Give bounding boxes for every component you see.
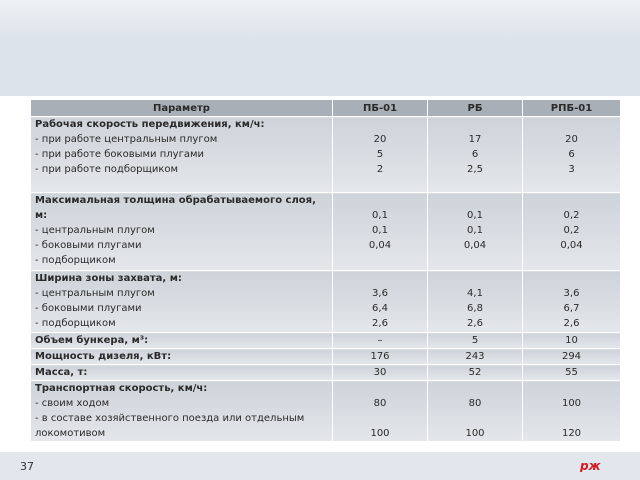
table-row bbox=[31, 333, 621, 349]
value-cell: 55 bbox=[523, 365, 621, 381]
item-label: - своим ходом bbox=[35, 398, 110, 409]
value: 120 bbox=[561, 428, 582, 439]
item-label: - в составе хозяйственного поезда или отдельным локомотивом bbox=[35, 413, 305, 439]
value: 2,6 bbox=[563, 318, 580, 329]
value: 17 bbox=[468, 134, 482, 145]
table-row bbox=[31, 193, 621, 271]
param-cell: Объем бункера, м³: bbox=[31, 333, 333, 349]
value-cell bbox=[428, 381, 523, 442]
item-label: - боковыми плугами bbox=[35, 240, 142, 251]
param-cell bbox=[31, 381, 333, 442]
value: 2 bbox=[376, 164, 384, 175]
value: 3,6 bbox=[563, 288, 580, 299]
table-row bbox=[31, 381, 621, 442]
title-band bbox=[0, 0, 640, 96]
param-cell: Масса, т: bbox=[31, 365, 333, 381]
value-cell: 294 bbox=[523, 349, 621, 365]
value: 0,1 bbox=[372, 210, 388, 221]
group-title: Максимальная толщина обрабатываемого слоя, м: bbox=[35, 195, 316, 221]
item-label: - боковыми плугами bbox=[35, 303, 142, 314]
value: 0,04 bbox=[560, 240, 583, 251]
header-rpb01: РПБ-01 bbox=[523, 100, 621, 117]
value: 100 bbox=[465, 428, 485, 439]
table-row bbox=[31, 117, 621, 193]
item-label: - подборщиком bbox=[35, 255, 116, 266]
value: 100 bbox=[370, 428, 390, 439]
value: 0,2 bbox=[563, 225, 580, 236]
value-cell: 30 bbox=[333, 365, 428, 381]
page-number: 37 bbox=[20, 460, 34, 473]
value-cell bbox=[333, 271, 428, 333]
value-cell bbox=[523, 193, 621, 271]
item-label: - центральным плугом bbox=[35, 225, 155, 236]
value: 5 bbox=[376, 149, 384, 160]
item-label: - при работе центральным плугом bbox=[35, 134, 218, 145]
value: 6,4 bbox=[372, 303, 388, 314]
value-cell bbox=[333, 193, 428, 271]
value: 100 bbox=[561, 398, 582, 409]
value: 3,6 bbox=[372, 288, 388, 299]
value: 0,1 bbox=[467, 210, 483, 221]
value-cell: 52 bbox=[428, 365, 523, 381]
table-row bbox=[31, 365, 621, 381]
value-cell: 10 bbox=[523, 333, 621, 349]
header-pb01: ПБ-01 bbox=[333, 100, 428, 117]
value: 20 bbox=[565, 134, 578, 145]
value-cell bbox=[523, 271, 621, 333]
value-cell bbox=[523, 117, 621, 193]
param-cell bbox=[31, 193, 333, 271]
value: 20 bbox=[373, 134, 387, 145]
value: 2,5 bbox=[467, 164, 483, 175]
svg-text:рж: рж bbox=[580, 459, 601, 472]
group-title: Транспортная скорость, км/ч: bbox=[35, 383, 208, 394]
spec-table bbox=[30, 99, 621, 442]
header-row bbox=[31, 100, 621, 117]
value: 0,2 bbox=[563, 210, 580, 221]
value: 80 bbox=[468, 398, 482, 409]
value: 6,7 bbox=[563, 303, 580, 314]
value: 6 bbox=[568, 149, 575, 160]
param-cell bbox=[31, 271, 333, 333]
value-cell: 5 bbox=[428, 333, 523, 349]
value-cell bbox=[523, 381, 621, 442]
value: 4,1 bbox=[467, 288, 483, 299]
value-cell: – bbox=[333, 333, 428, 349]
rzd-logo-icon bbox=[580, 458, 608, 472]
value: 0,1 bbox=[467, 225, 483, 236]
table-row bbox=[31, 349, 621, 365]
value: 0,04 bbox=[463, 240, 487, 251]
value: 80 bbox=[373, 398, 387, 409]
group-title: Ширина зоны захвата, м: bbox=[35, 273, 182, 284]
footer-band bbox=[0, 452, 640, 480]
value: 6,8 bbox=[467, 303, 483, 314]
table-row bbox=[31, 271, 621, 333]
value-cell bbox=[428, 193, 523, 271]
value-cell: 243 bbox=[428, 349, 523, 365]
value: 0,04 bbox=[368, 240, 392, 251]
param-cell: Мощность дизеля, кВт: bbox=[31, 349, 333, 365]
value: 0,1 bbox=[372, 225, 388, 236]
value: 2,6 bbox=[372, 318, 388, 329]
group-title: Рабочая скорость передвижения, км/ч: bbox=[35, 119, 265, 130]
header-rb: РБ bbox=[428, 100, 523, 117]
value-cell bbox=[428, 117, 523, 193]
value-cell bbox=[333, 117, 428, 193]
item-label: - при работе подборщиком bbox=[35, 164, 179, 175]
value: 2,6 bbox=[467, 318, 483, 329]
value-cell bbox=[428, 271, 523, 333]
item-label: - центральным плугом bbox=[35, 288, 155, 299]
value-cell bbox=[333, 381, 428, 442]
item-label: - подборщиком bbox=[35, 318, 116, 329]
item-label: - при работе боковыми плугами bbox=[35, 149, 204, 160]
param-cell bbox=[31, 117, 333, 193]
value: 6 bbox=[471, 149, 479, 160]
value-cell: 176 bbox=[333, 349, 428, 365]
value: 3 bbox=[568, 164, 575, 175]
header-param: Параметр bbox=[31, 100, 333, 117]
